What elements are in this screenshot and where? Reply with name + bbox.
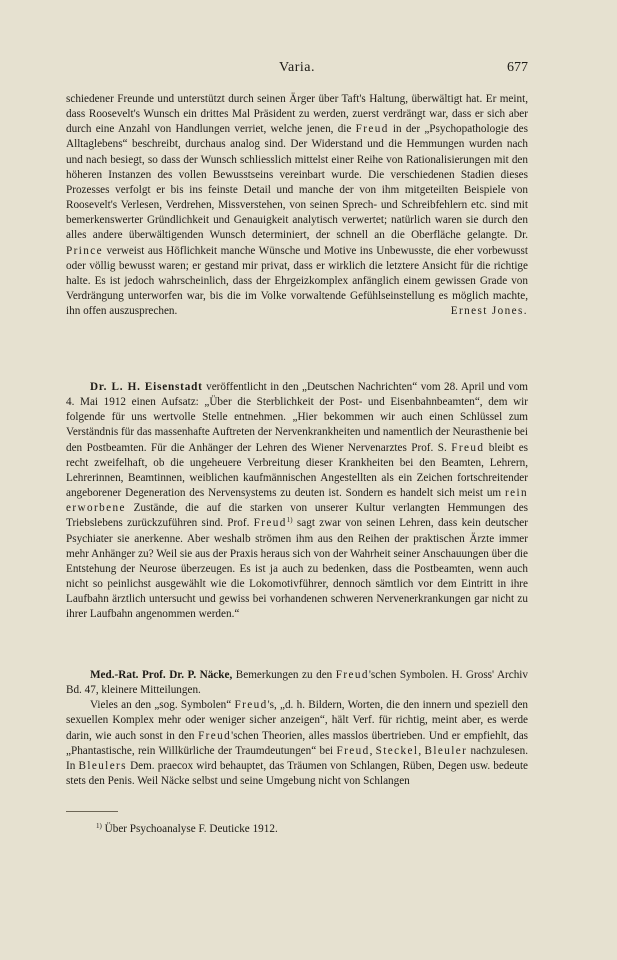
text-run: Vieles an den „sog. Symbolen“ xyxy=(90,699,232,712)
section-eisenstadt xyxy=(66,380,528,623)
article-reference xyxy=(66,668,528,698)
text-run: 'schen Symbolen. H. Gross' Archiv Bd. 47, kleinere Mitteilungen. xyxy=(66,669,529,697)
text-run: Dem. praecox wird behauptet, das Träumen von Schlangen, Rüben, Degen usw. bedeute stets den Penis. Weil Näcke selbst und seine Umgebung nicht von Schlangen xyxy=(66,759,529,788)
text-run: Bemerkungen zu den xyxy=(235,669,333,681)
text-run: 's, „d. h. Bildern, Worten, die den innern und speziell den sexuellen Komplex mehr oder weniger sicher anzeigen“, hält Verf. für richtig, meint aber, es werde darin, wie auch sonst in den xyxy=(66,699,529,742)
author-name: Med.-Rat. Prof. Dr. P. Näcke, xyxy=(90,669,233,681)
text-run: bleibt es recht zweifelhaft, ob die ungeheuere Verbreitung dieser Krankheiten bei den Beamten, Lehrern, Lehrerinnen, Beamtinnen, weiblichen kaufmännischen Angestellten als ein Zeichen fortschreitender angeborener Degeneration des Nervensystems zu deuten ist. Sondern es handelt sich meist um xyxy=(66,441,529,500)
footnote-mark: 1) xyxy=(96,822,102,830)
text-run: 'schen Theorien, alles masslos übertrieben. Und er empfiehlt, das „Phantastische, rein Willkürliche der Traumdeutungen“ bei xyxy=(66,729,529,757)
text-run: veröffentlicht in den „Deutschen Nachrichten“ vom 28. April und vom 4. Mai 1912 einen Aufsatz: „Über die Sterblichkeit der Post- und Eisenbahnbeamten“, dem wir folgende für uns wertvolle Stelle entnehmen. „Hier bekommen wir auch einen Schlüssel zum Verständnis für das massenhafte Auftreten der Nervenkrankheiten und namentlich der Neurasthenie bei den Postbeamten. Für die Anhänger der Lehren des Wiener Nervenarztes Prof. S. xyxy=(66,381,529,454)
text-run: in der „Psychopathologie des Alltaglebens“ beschreibt, durchaus analog sind. Der Widerstand und die Hemmungen wurden nach und nach besiegt, so dass der Wunsch schliesslich mittelst einer Reihe von Rationalisierungen mit den höheren Instanzen des vollen Bewusstseins vereinbart wurde. Die verschiedenen Stadien dieses Prozesses verfolgt er bis ins feinste Detail und manche der von ihm mitgeteilten Beispiele von Roosevelt's Verlesen, Verdrehen, Missverstehen, von seinen Sprech- und Schreibfehlern etc. sind mit bemerkenswerter Gründlichkeit und Genauigkeit analytisch verwertet; natürlich waren sie durch den alles andere überwältigenden Wunsch determiniert, der schnell an die Oberfläche gelangte. Dr. xyxy=(66,123,528,242)
name-bleuler: Bleuler xyxy=(424,744,468,757)
signature-text: Ernest Jones. xyxy=(450,305,528,318)
text-run: sagt zwar von seinen Lehren, dass kein deutscher Psychiater sie anerkenne. Aber weshalb strömen ihm aus den Reihen der praktischen Ärzte immer mehr Anhänger zu? Weil sie aus der Praxis heraus sich von der Wahrheit seiner Anschauungen über die Entstehung der Neurose überzeugen. Es ist ja auch zu bedenken, dass die Postbeamten, wenn auch nicht so peinlichst ausgewählt wie die Lokomotivführer, dennoch sämtlich vor dem Eintritt in ihre Laufbahn ärztlich untersucht und gewiss bei vorhandenen schweren Nervenerkrankungen gar nicht zu ihrer Laufbahn angenommen werden.“ xyxy=(66,517,528,621)
name-prince: Prince xyxy=(66,244,103,257)
name-freud: Freud xyxy=(198,729,232,742)
name-freud: Freud xyxy=(234,699,268,712)
name-steckel: Steckel xyxy=(375,744,419,757)
section-naecke xyxy=(66,668,528,789)
footnote-reference[interactable]: 1) xyxy=(286,516,293,525)
name-freud: Freud xyxy=(336,744,370,757)
text-run: Zustände, die auf die starken von unserer Kultur verlangten Hemmungen des Triebslebens zurückzuführen sind. Prof. xyxy=(66,502,529,530)
emphasis-rein-erworbene: rein erworbene xyxy=(66,487,528,515)
running-header xyxy=(66,60,528,80)
name-bleulers: Bleulers xyxy=(78,759,127,772)
text-run: verweist aus Höflichkeit manche Wünsche und Motive ins Unbewusste, die eher vorbewusst oder völlig bewusst waren; er gestand mir privat, dass er wirklich die letztere Ansicht für die richtige halte. Es ist jedoch wahrscheinlich, dass der Ehrgeizkomplex anfänglich einem gewissen Grade von Verdrängung unterworfen war, bis die im Volke vorwaltende Gefühlseinstellung es möglich machte, ihn offen auszusprechen. xyxy=(66,244,528,318)
footnote-text: Über Psychoanalyse F. Deuticke 1912. xyxy=(104,823,278,835)
text-run: schiedener Freunde und unterstützt durch seinen Ärger über Taft's Haltung, überwältigt hat. Er meint, dass Roosevelt's Wunsch ein drittes Mal Präsident zu werden, zuerst verdrängt war, dass er sich aber durch eine Anzahl von Handlungen verriet, welche jenen, die xyxy=(66,93,528,136)
name-freud: Freud xyxy=(451,441,485,454)
name-freud: Freud xyxy=(355,123,389,136)
text-run: nachzulesen. In xyxy=(66,744,528,772)
paragraph xyxy=(66,380,528,623)
name-freud: Freud xyxy=(253,517,287,530)
name-freud: Freud xyxy=(335,669,369,681)
author-name: Dr. L. H. Eisenstadt xyxy=(90,381,203,393)
section-prince-review xyxy=(66,92,528,319)
paragraph: Vieles an den „sog. Symbolen“ Freud's, „d. h. Bildern, Worten, die den innern und speziell den sexuellen Komplex mehr oder weniger sicher anzeigen“, hält Verf. für richtig, meint aber, es werde darin, wie auch sonst in den Freud'schen Theorien, alles masslos übertrieben. Und er empfiehlt, das „Phantastische, rein Willkürliche der Traumdeutungen“ bei Freud, Steckel, Bleuler nachzulesen. In Bleulers Dem. praecox wird behauptet, das Träumen von Schlangen, Rüben, Degen usw. bedeute stets den Penis. Weil Näcke selbst und seine Umgebung nicht von Schlangen xyxy=(66,699,529,788)
running-title: Varia. xyxy=(278,60,316,75)
footnote xyxy=(96,823,526,835)
page-number: 677 xyxy=(507,60,528,75)
paragraph xyxy=(66,92,528,319)
footnote-divider xyxy=(66,811,118,812)
